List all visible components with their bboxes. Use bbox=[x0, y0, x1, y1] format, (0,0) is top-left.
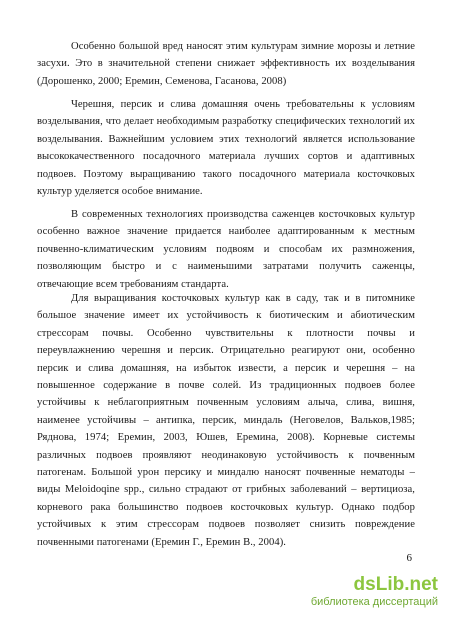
paragraph-cultivation-requirements: Черешня, персик и слива домашняя очень требовательны к условиям возделывания, что делает необходимым разработку специфических технологий их возделывания. Важнейшим условием этих технологий является использование высококачественного посадочного материала лучших сортов и адаптивных подвоев. Поэтому выращиванию такого посадочного материала косточковых культур уделяется особое внимание. bbox=[37, 99, 415, 198]
watermark-brand bbox=[311, 575, 438, 595]
paragraph-soil-stressors: Для выращивания косточковых культур как в саду, так и в питомнике большое значение имеет их устойчивость к биотическим и абиотическим стрессорам почвы. Особенно чувствительны к плотности почвы и переувлажнению черешня и персик. Отрицательно реагируют они, особенно персик и слива домашняя, на избыток извести, а персик и черешня – на повышенное содержание в почве солей. Из традиционных подвоев более устойчивы к неблагоприятным почвенным условиям алыча, слива, вишня, наименее устойчивы – антипка, персик, миндаль (Неговелов, Вальков,1985; Ряднова, 1974; Еремин, 2003, Юшев, Еремина, 2008). Корневые системы различных подвоев проявляют неодинаковую устойчивость к почвенным патогенам. Большой урон персику и миндалю наносят почвенные нематоды – виды Meloidoqine spp., сильно страдают от грибных заболеваний – вертициоза, корневого рака большинство подвоев косточковых культур. Однако подбор устойчивых к этим стрессорам подвоев позволяет снизить повреждение почвенными патогенами (Еремин Г., Еремин В., 2004). bbox=[37, 293, 415, 548]
paragraph-frost-drought: Особенно большой вред наносят этим культурам зимние морозы и летние засухи. Это в значительной степени снижает эффективность их возделывания (Дорошенко, 2000; Еремин, Семенова, Гасанова, 2008) bbox=[37, 41, 415, 87]
page-number: 6 bbox=[406, 552, 412, 564]
watermark-tagline: библиотека диссертаций bbox=[310, 596, 438, 608]
watermark-brand-tld: net bbox=[409, 574, 438, 595]
paragraph-modern-technologies: В современных технологиях производства саженцев косточковых культур особенно важное значение придается наиболее адаптированным к местным почвенно-климатическим условиям подвоям и способам их размножения, позволяющим быстро и с наименьшими затратами получить саженцы, отвечающие всем требованиям стандарта. bbox=[37, 209, 415, 290]
watermark-brand-main: dsLib bbox=[353, 574, 405, 595]
dslib-watermark-logo bbox=[311, 575, 438, 609]
watermark-brand-dot: . bbox=[404, 574, 410, 595]
